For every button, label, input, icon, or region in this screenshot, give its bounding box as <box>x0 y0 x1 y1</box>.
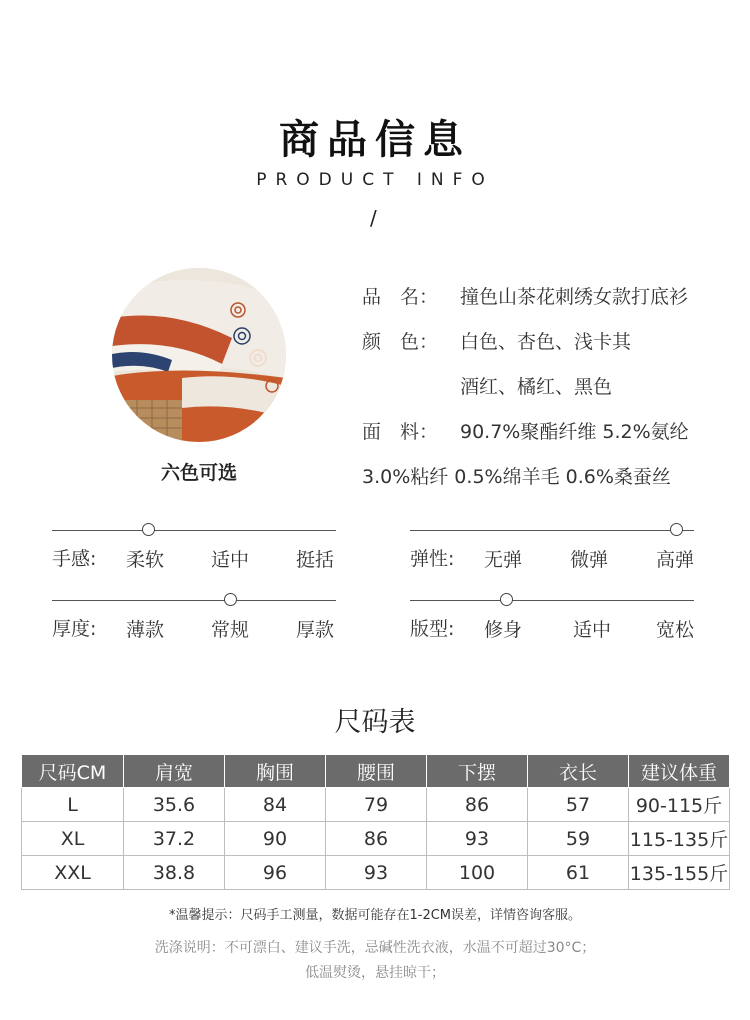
page-title: 商品信息 <box>279 117 471 163</box>
fit-option-1: 修身 <box>484 619 523 641</box>
fabric-value-line1: 90.7%聚酯纤维 5.2%氨纶 <box>460 421 689 443</box>
table-cell: 35.6 <box>124 788 225 822</box>
table-cell: 93 <box>427 822 528 856</box>
table-row <box>22 788 730 822</box>
page-subtitle: PRODUCT INFO <box>256 170 494 190</box>
table-row <box>22 822 730 856</box>
hand-feel-scale-marker <box>142 523 155 536</box>
product-name-row <box>362 282 688 309</box>
size-table-title: 尺码表 <box>334 707 416 738</box>
size-table-header: 腰围 <box>326 755 427 788</box>
table-cell: 84 <box>225 788 326 822</box>
fabric-row <box>362 417 689 444</box>
table-cell: 86 <box>427 788 528 822</box>
table-cell: 100 <box>427 856 528 890</box>
fit-label: 版型: <box>410 618 455 640</box>
product-name-value: 撞色山茶花刺绣女款打底衫 <box>460 286 689 308</box>
color-value-line1: 白色、杏色、浅卡其 <box>460 331 632 353</box>
elasticity-option-1: 无弹 <box>484 549 523 571</box>
hand-feel-option-1: 柔软 <box>126 549 165 571</box>
wash-instructions-line1: 洗涤说明：不可漂白、建议手洗，忌碱性洗衣液，水温不可超过30°C； <box>154 940 596 956</box>
elasticity-scale-marker <box>670 523 683 536</box>
table-cell: 90-115斤 <box>629 788 730 822</box>
elasticity-label: 弹性: <box>410 548 455 570</box>
size-table-header: 衣长 <box>528 755 629 788</box>
fabric-label: 面 料： <box>362 421 439 443</box>
size-table-header-row <box>22 755 730 788</box>
size-table-header: 建议体重 <box>629 755 730 788</box>
size-table <box>21 754 730 890</box>
thickness-label: 厚度: <box>52 618 97 640</box>
table-cell: 79 <box>326 788 427 822</box>
table-cell: 86 <box>326 822 427 856</box>
table-cell: 61 <box>528 856 629 890</box>
thickness-option-2: 常规 <box>211 619 250 641</box>
hand-feel-scale-track <box>52 530 336 531</box>
hand-feel-option-2: 适中 <box>211 549 250 571</box>
table-cell: 135-155斤 <box>629 856 730 890</box>
table-cell: 59 <box>528 822 629 856</box>
elasticity-option-3: 高弹 <box>656 549 695 571</box>
elasticity-option-2: 微弹 <box>570 549 609 571</box>
table-cell: XXL <box>22 856 124 890</box>
fit-scale-track <box>410 600 694 601</box>
measurement-note: *温馨提示：尺码手工测量，数据可能存在1-2CM误差，详情咨询客服。 <box>168 908 582 923</box>
hand-feel-label: 手感: <box>52 548 97 570</box>
table-cell: L <box>22 788 124 822</box>
color-value-line2: 酒红、橘红、黑色 <box>460 376 613 398</box>
color-row <box>362 327 631 354</box>
size-table-header: 胸围 <box>225 755 326 788</box>
color-options-caption: 六色可选 <box>160 462 237 484</box>
product-name-label: 品 名： <box>362 286 439 308</box>
size-table-header: 下摆 <box>427 755 528 788</box>
fit-option-3: 宽松 <box>656 619 695 641</box>
table-cell: 90 <box>225 822 326 856</box>
size-table-header: 尺码CM <box>22 755 124 788</box>
table-cell: 37.2 <box>124 822 225 856</box>
thickness-option-1: 薄款 <box>126 619 165 641</box>
hand-feel-option-3: 挺括 <box>296 549 335 571</box>
divider-slash: / <box>370 206 377 230</box>
wash-instructions-line2: 低温熨烫，悬挂晾干； <box>305 965 445 981</box>
table-cell: 115-135斤 <box>629 822 730 856</box>
folded-shirts-photo <box>112 268 286 442</box>
thickness-option-3: 厚款 <box>296 619 335 641</box>
table-cell: 57 <box>528 788 629 822</box>
table-cell: XL <box>22 822 124 856</box>
product-photo <box>112 268 286 442</box>
table-cell: 96 <box>225 856 326 890</box>
table-cell: 93 <box>326 856 427 890</box>
fit-option-2: 适中 <box>573 619 612 641</box>
color-label: 颜 色： <box>362 331 439 353</box>
table-row <box>22 856 730 890</box>
elasticity-scale-track <box>410 530 694 531</box>
table-cell: 38.8 <box>124 856 225 890</box>
fit-scale-marker <box>500 593 513 606</box>
fabric-value-line2: 3.0%粘纤 0.5%绵羊毛 0.6%桑蚕丝 <box>362 466 671 488</box>
thickness-scale-track <box>52 600 336 601</box>
size-table-header: 肩宽 <box>124 755 225 788</box>
thickness-scale-marker <box>224 593 237 606</box>
